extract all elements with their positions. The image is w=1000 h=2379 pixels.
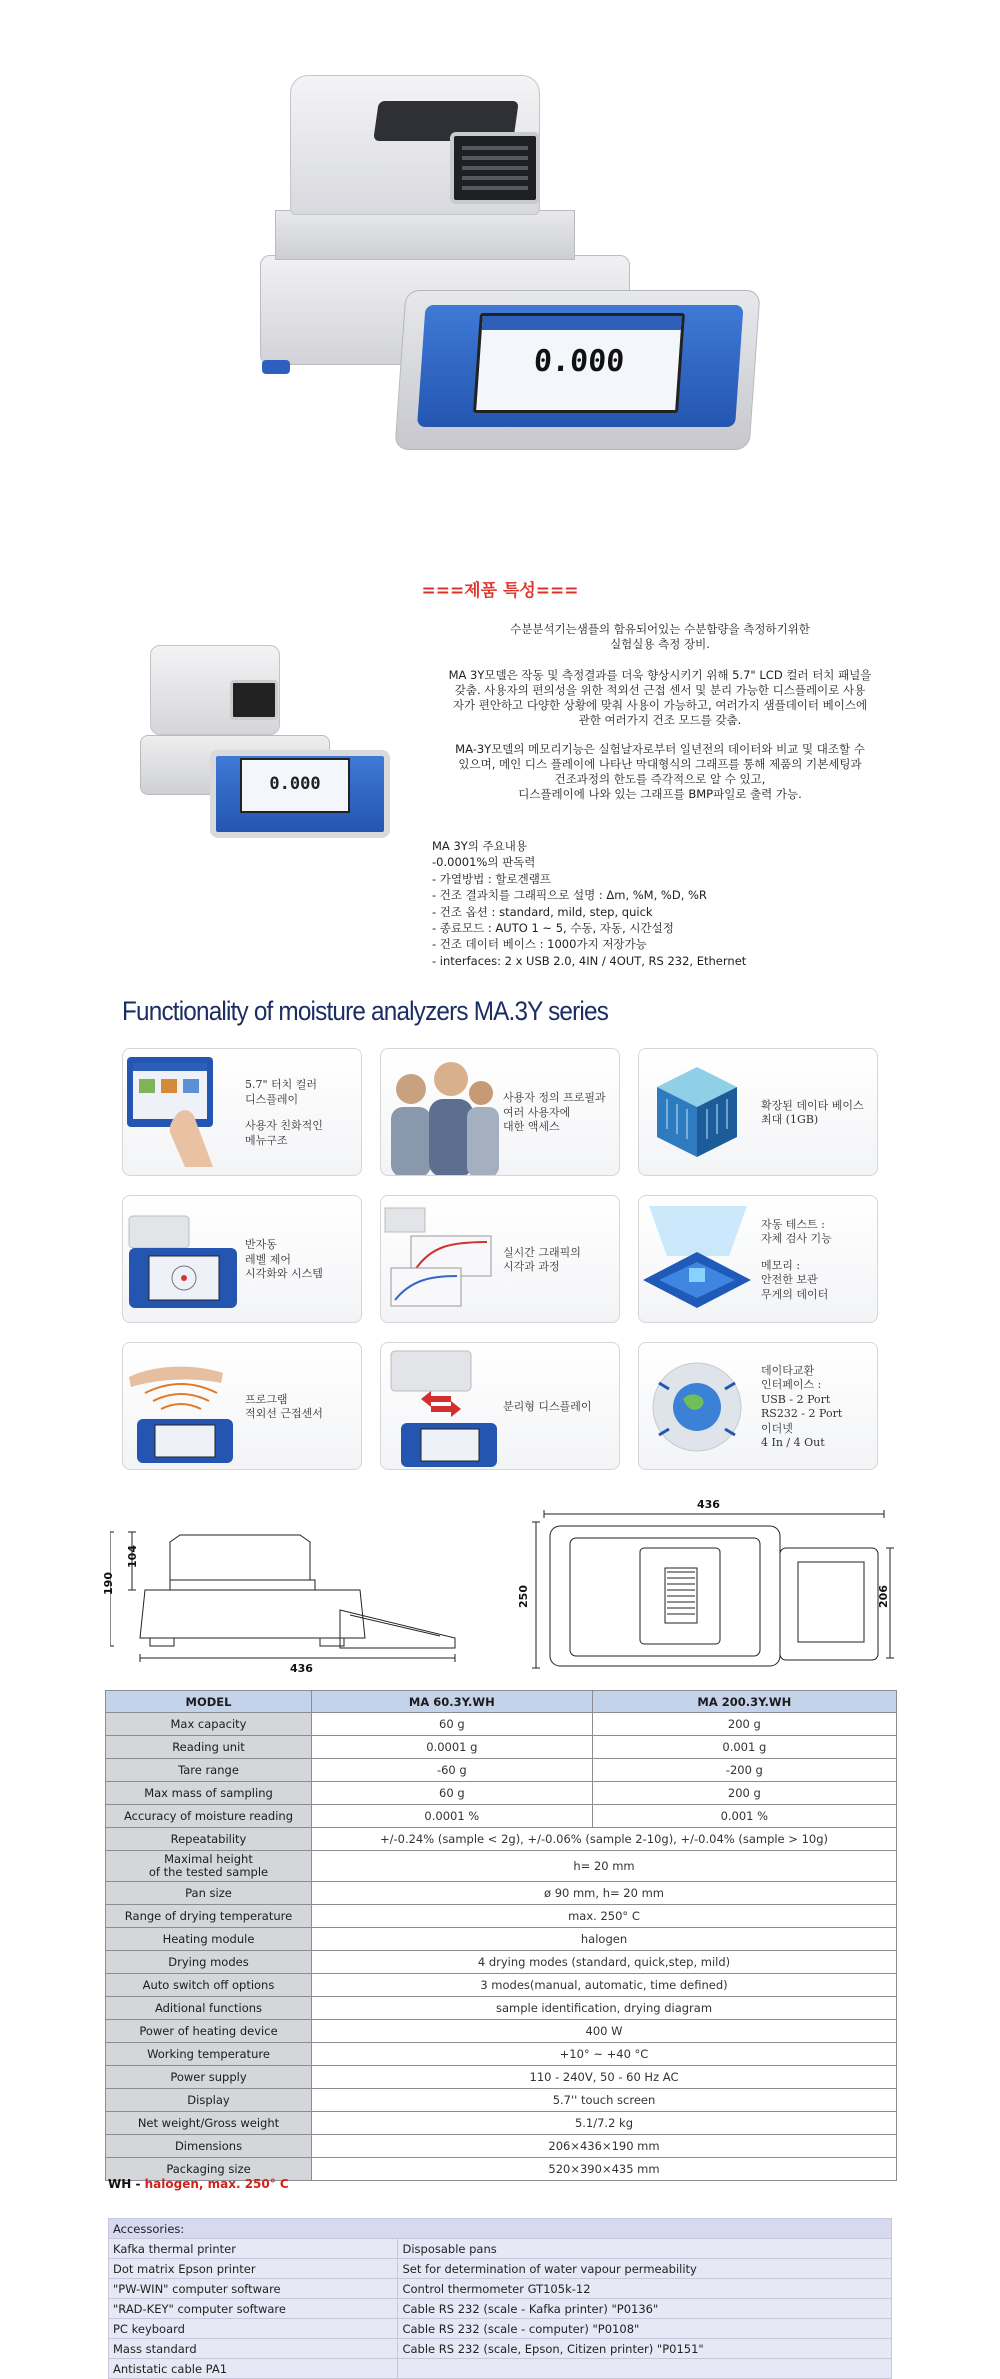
row-value: 110 - 240V, 50 - 60 Hz AC — [312, 2066, 897, 2089]
tile-interfaces — [638, 1342, 878, 1470]
table-row — [106, 1782, 897, 1805]
graph-screens-icon — [381, 1196, 499, 1323]
table-row — [106, 1691, 897, 1713]
row-label: Tare range — [106, 1759, 312, 1782]
row-label: Maximal height of the tested sample — [106, 1851, 312, 1882]
accessory-item: Dot matrix Epson printer — [109, 2259, 398, 2279]
accessory-item: Disposable pans — [398, 2239, 892, 2259]
features-list — [432, 838, 852, 969]
tile-caption — [503, 1343, 617, 1470]
row-value: 0.001 g — [592, 1736, 896, 1759]
row-label: Dimensions — [106, 2135, 312, 2158]
table-row — [106, 1997, 897, 2020]
footnote-highlight: halogen, max. 250° C — [144, 2177, 289, 2191]
tile-caption-line: 5.7" 터치 컬러 디스플레이 — [245, 1078, 318, 1106]
proximity-sensor-icon — [123, 1343, 241, 1470]
table-row — [109, 2239, 892, 2259]
row-label: Aditional functions — [106, 1997, 312, 2020]
features-description: MA 3Y모델은 작동 및 측정결과를 더욱 향상시키기 위해 5.7" LCD 컬러 터치 패널을 갖춤. 사용자의 편의성을 위한 적외선 근접 센서 및 분리 가능한 디스플레이로 사용 자가 편안하고 다양한 상황에 맞춰 사용이 가능하고, 여러가지 샘플데이터 베이스에 관한 여러가지 건조 모드를 갖춤. — [448, 668, 872, 727]
row-value: 200 g — [592, 1782, 896, 1805]
tile-caption — [761, 1196, 875, 1323]
accessory-item: Mass standard — [109, 2339, 398, 2359]
dim-height-lid: 104 — [125, 1545, 139, 1568]
tile-detachable-display — [380, 1342, 620, 1470]
row-label: Pan size — [106, 1882, 312, 1905]
display-reading: 0.000 — [532, 344, 626, 379]
dim-height-total: 190 — [101, 1572, 115, 1595]
dim-depth: 250 — [516, 1585, 530, 1608]
tile-caption-line: 확장된 데이타 베이스 최대 (1GB) — [761, 1098, 864, 1126]
row-value: 200 g — [592, 1713, 896, 1736]
table-row — [106, 1736, 897, 1759]
spec-footnote — [108, 2177, 289, 2191]
table-row — [106, 1928, 897, 1951]
table-row — [106, 2135, 897, 2158]
touch-display-icon — [123, 1049, 241, 1176]
dim-width-top: 436 — [697, 1498, 720, 1511]
accessories-table — [108, 2218, 892, 2379]
table-row — [106, 1828, 897, 1851]
row-value: 3 modes(manual, automatic, time defined) — [312, 1974, 897, 1997]
footnote-prefix: WH - — [108, 2177, 145, 2191]
user-profiles-icon — [381, 1049, 499, 1176]
row-value: h= 20 mm — [312, 1851, 897, 1882]
row-value: +/-0.24% (sample < 2g), +/-0.06% (sample 2-10g), +/-0.04% (sample > 10g) — [312, 1828, 897, 1851]
analyzer-chamber — [275, 210, 575, 260]
list-item: - 건조 옵션 : standard, mild, step, quick — [432, 904, 653, 919]
table-row — [106, 2043, 897, 2066]
tile-caption-line: 프로그램 적외선 근접센서 — [245, 1392, 323, 1420]
top-view-drawing — [530, 1508, 910, 1678]
tile-caption-line: 데이타교환 인터페이스 : USB - 2 Port RS232 - 2 Port 이더넷 4 In / 4 Out — [761, 1363, 843, 1449]
header-cell: MA 60.3Y.WH — [312, 1691, 593, 1713]
table-row — [106, 1882, 897, 1905]
table-row — [106, 1805, 897, 1828]
row-value: 5.1/7.2 kg — [312, 2112, 897, 2135]
row-label: Accuracy of moisture reading — [106, 1805, 312, 1828]
row-label: Power supply — [106, 2066, 312, 2089]
photo-display-reading: 0.000 — [269, 774, 321, 794]
accessory-item: "RAD-KEY" computer software — [109, 2299, 398, 2319]
detachable-display-icon — [381, 1343, 499, 1470]
row-value: max. 250° C — [312, 1905, 897, 1928]
row-value: 400 W — [312, 2020, 897, 2043]
tile-caption-line: 반자동 레벨 제어 시각화와 시스템 — [245, 1238, 323, 1281]
tile-caption-line: 사용자 정의 프로필과 여러 사용자에 대한 액세스 — [503, 1091, 606, 1134]
accessory-item: Kafka thermal printer — [109, 2239, 398, 2259]
features-heading: ===제품 특성=== — [421, 581, 579, 601]
row-value: halogen — [312, 1928, 897, 1951]
accessory-item: Set for determination of water vapour permeability — [398, 2259, 892, 2279]
row-value: 5.7'' touch screen — [312, 2089, 897, 2112]
tile-caption — [245, 1343, 359, 1470]
spec-table — [105, 1690, 897, 2181]
table-row — [106, 1713, 897, 1736]
accessory-item: Antistatic cable PA1 — [109, 2359, 398, 2379]
row-value: sample identification, drying diagram — [312, 1997, 897, 2020]
tile-caption — [245, 1196, 359, 1323]
row-value: 0.0001 g — [312, 1736, 593, 1759]
tile-level-control — [122, 1195, 362, 1323]
features-intro: 수분분석기는샘플의 함유되어있는 수분함량을 측정하기위한 실험실용 측정 장비. — [510, 622, 810, 651]
tile-user-profiles — [380, 1048, 620, 1176]
header-cell: MODEL — [106, 1691, 312, 1713]
row-value: 60 g — [312, 1782, 593, 1805]
hero-product-image — [250, 60, 770, 460]
side-view-drawing — [110, 1520, 480, 1680]
tile-caption-line: 자동 테스트 : 자체 검사 기능 — [761, 1217, 832, 1246]
list-item: - 건조 데이터 베이스 : 1000가지 저장가능 — [432, 937, 647, 952]
tile-caption — [761, 1049, 875, 1176]
tile-caption — [245, 1049, 359, 1176]
row-label: Auto switch off options — [106, 1974, 312, 1997]
list-item: -0.0001%의 판독력 — [432, 855, 536, 870]
header-cell: MA 200.3Y.WH — [592, 1691, 896, 1713]
table-row — [109, 2259, 892, 2279]
tile-caption-line: 실시간 그래픽의 시각과 과정 — [503, 1245, 581, 1273]
row-value: +10° ~ +40 °C — [312, 2043, 897, 2066]
table-row — [109, 2319, 892, 2339]
control-panel — [394, 290, 760, 450]
table-row — [106, 1851, 897, 1882]
row-label: Reading unit — [106, 1736, 312, 1759]
table-row — [106, 2020, 897, 2043]
accessory-item — [398, 2359, 892, 2379]
list-item: - 건조 결과치를 그래픽으로 설명 : Δm, %M, %D, %R — [432, 888, 707, 903]
accessory-item: "PW-WIN" computer software — [109, 2279, 398, 2299]
dim-display-depth: 206 — [876, 1585, 890, 1608]
dim-width-side: 436 — [290, 1662, 313, 1675]
table-row — [106, 1905, 897, 1928]
table-row — [109, 2279, 892, 2299]
list-item: - 종료모드 : AUTO 1 ~ 5, 수동, 자동, 시간설정 — [432, 921, 674, 936]
tile-realtime-graph — [380, 1195, 620, 1323]
table-row — [106, 1951, 897, 1974]
row-value: -200 g — [592, 1759, 896, 1782]
list-item: - interfaces: 2 x USB 2.0, 4IN / 4OUT, RS 232, Ethernet — [432, 953, 747, 968]
row-value: 520×390×435 mm — [312, 2158, 897, 2181]
table-row — [109, 2339, 892, 2359]
table-row — [106, 1974, 897, 1997]
tile-database — [638, 1048, 878, 1176]
row-label: Net weight/Gross weight — [106, 2112, 312, 2135]
row-label: Max mass of sampling — [106, 1782, 312, 1805]
row-label: Display — [106, 2089, 312, 2112]
level-control-icon — [123, 1196, 241, 1323]
tile-caption — [503, 1049, 617, 1176]
row-label: Working temperature — [106, 2043, 312, 2066]
row-label: Packaging size — [106, 2158, 312, 2181]
row-label: Heating module — [106, 1928, 312, 1951]
row-value: 0.0001 % — [312, 1805, 593, 1828]
accessory-item: PC keyboard — [109, 2319, 398, 2339]
tile-proximity-sensor — [122, 1342, 362, 1470]
functionality-title: Functionality of moisture analyzers MA.3Y series — [122, 996, 609, 1026]
tile-caption-line: 분리형 디스플레이 — [503, 1399, 592, 1413]
row-value: ø 90 mm, h= 20 mm — [312, 1882, 897, 1905]
accessory-item: Cable RS 232 (scale, Epson, Citizen printer) "P0151" — [398, 2339, 892, 2359]
row-value: 206×436×190 mm — [312, 2135, 897, 2158]
row-value: 60 g — [312, 1713, 593, 1736]
tile-caption-line: 사용자 친화적인 메뉴구조 — [245, 1119, 323, 1147]
row-label: Repeatability — [106, 1828, 312, 1851]
table-row — [106, 2089, 897, 2112]
tile-caption — [761, 1343, 875, 1470]
control-panel-face — [417, 305, 744, 427]
row-value: 4 drying modes (standard, quick,step, mild) — [312, 1951, 897, 1974]
features-product-photo — [140, 640, 400, 840]
database-cube-icon — [639, 1049, 757, 1176]
accessory-item: Cable RS 232 (scale - Kafka printer) "P0136" — [398, 2299, 892, 2319]
row-label: Drying modes — [106, 1951, 312, 1974]
accessories-header: Accessories: — [109, 2219, 892, 2239]
table-row — [109, 2219, 892, 2239]
features-memory: MA-3Y모델의 메모리기능은 실험날자로부터 일년전의 데이터와 비교 및 대조할 수 있으며, 메인 디스 플레이에 나타난 막대형식의 그래프를 통해 제품의 기본세팅과 건조과정의 한도를 즉각적으로 알 수 있고, 디스플레이에 나와 있는 그래프를 BMP파일로 출력 가능. — [455, 742, 865, 801]
row-value: -60 g — [312, 1759, 593, 1782]
table-row — [106, 1759, 897, 1782]
row-value: 0.001 % — [592, 1805, 896, 1828]
touch-screen — [473, 313, 685, 413]
row-label: Range of drying temperature — [106, 1905, 312, 1928]
tile-caption — [503, 1196, 617, 1323]
list-item: MA 3Y의 주요내용 — [432, 839, 527, 853]
row-label: Power of heating device — [106, 2020, 312, 2043]
memory-grid-icon — [639, 1196, 757, 1323]
accessory-item: Control thermometer GT105k-12 — [398, 2279, 892, 2299]
list-item: - 가열방법 : 할로겐램프 — [432, 871, 551, 886]
globe-interfaces-icon — [639, 1343, 757, 1470]
lid-window — [450, 132, 540, 204]
table-row — [106, 2112, 897, 2135]
accessory-item: Cable RS 232 (scale - computer) "P0108" — [398, 2319, 892, 2339]
table-row — [109, 2299, 892, 2319]
analyzer-foot — [262, 360, 290, 374]
tile-touch-display — [122, 1048, 362, 1176]
table-row — [106, 2066, 897, 2089]
table-row — [109, 2359, 892, 2379]
tile-self-test — [638, 1195, 878, 1323]
tile-caption-line: 메모리 : 안전한 보관 무게의 데이터 — [761, 1258, 829, 1301]
row-label: Max capacity — [106, 1713, 312, 1736]
